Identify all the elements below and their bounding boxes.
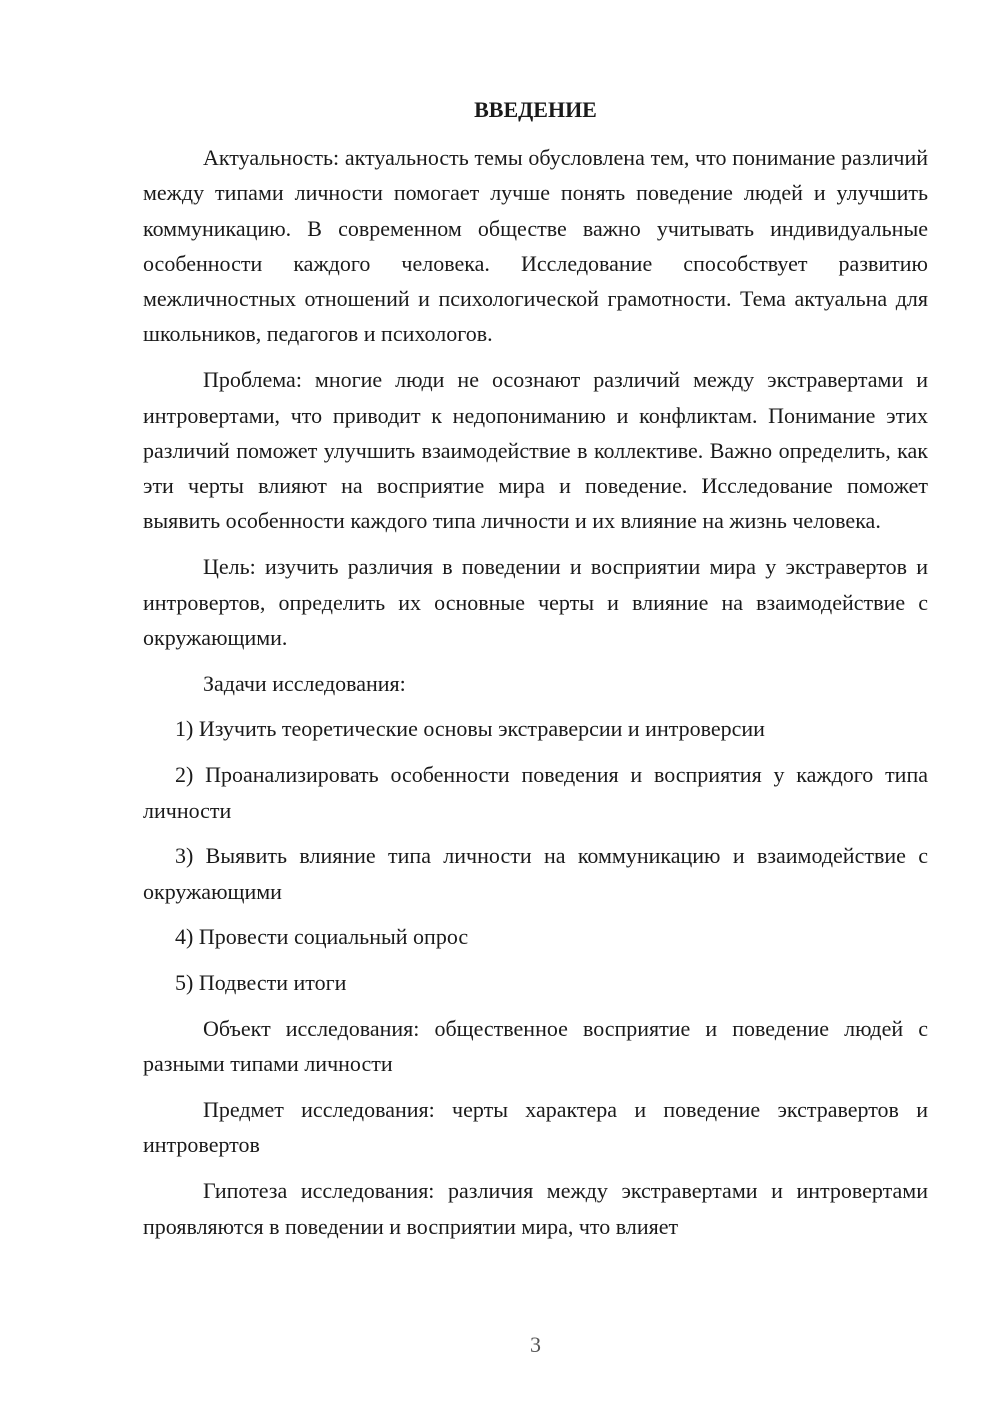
subject-paragraph: Предмет исследования: черты характера и поведение экстравертов и интровертов: [143, 1097, 928, 1158]
task-item-1: 1) Изучить теоретические основы экстраверсии и интроверсии: [175, 716, 765, 742]
tasks-heading: Задачи исследования:: [203, 670, 406, 696]
task-item-3: 3) Выявить влияние типа личности на коммуникацию и взаимодействие с окружающими: [143, 843, 928, 904]
object-paragraph: Объект исследования: общественное восприятие и поведение людей с разными типами личности: [143, 1016, 928, 1077]
page-heading: ВВЕДЕНИЕ: [474, 97, 597, 122]
document-page: [143, 0, 928, 1414]
document-body: [143, 140, 928, 1254]
page-number: 3: [530, 1332, 541, 1357]
hypothesis-paragraph: Гипотеза исследования: различия между экстравертами и интровертами проявляются в поведении и восприятии мира, что влияет: [143, 1178, 928, 1239]
goal-paragraph: Цель: изучить различия в поведении и восприятии мира у экстравертов и интровертов, определить их основные черты и влияние на взаимодействие с окружающими.: [143, 554, 928, 650]
problem-paragraph: Проблема: многие люди не осознают различий между экстравертами и интровертами, что приводит к недопониманию и конфликтам. Понимание этих различий поможет улучшить взаимодействие в коллективе. Важно определить, как эти черты влияют на восприятие мира и поведение. Исследование поможет выявить особенности каждого типа личности и их влияние на жизнь человека.: [143, 367, 928, 534]
relevance-paragraph: Актуальность: актуальность темы обусловлена тем, что понимание различий между типами личности помогает лучше понять поведение людей и улучшить коммуникацию. В современном обществе важно учитывать индивидуальные особенности каждого человека. Исследование способствует развитию межличностных отношений и психологической грамотности. Тема актуальна для школьников, педагогов и психологов.: [143, 145, 928, 347]
task-item-5: 5) Подвести итоги: [175, 970, 347, 996]
task-item-2: 2) Проанализировать особенности поведения и восприятия у каждого типа личности: [143, 762, 928, 823]
task-item-4: 4) Провести социальный опрос: [175, 924, 469, 950]
